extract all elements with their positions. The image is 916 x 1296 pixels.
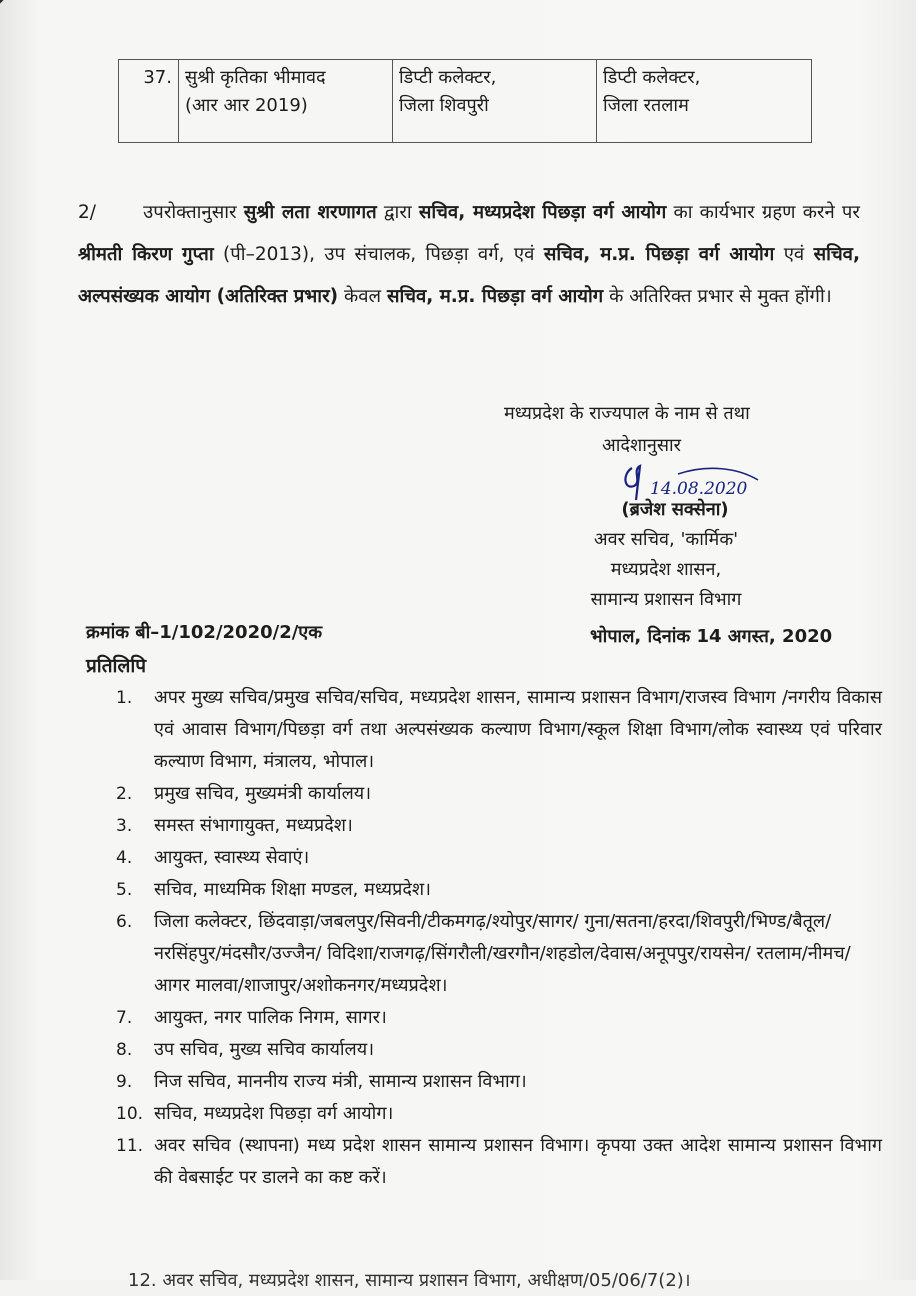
paragraph-text-6: केवल bbox=[344, 286, 382, 307]
list-item bbox=[116, 842, 882, 874]
list-item-text: सचिव, माध्यमिक शिक्षा मण्डल, मध्यप्रदेश। bbox=[154, 879, 431, 900]
list-item-text: आयुक्त, नगर पालिक निगम, सागर। bbox=[154, 1007, 387, 1028]
list-item bbox=[116, 778, 882, 810]
paragraph-bold-3: श्रीमती किरण गुप्ता bbox=[78, 244, 214, 265]
authority-line-1: मध्यप्रदेश के राज्यपाल के नाम से तथा bbox=[504, 403, 750, 424]
serial-number: 37. bbox=[119, 60, 179, 142]
paragraph-bold-2: सचिव, मध्यप्रदेश पिछड़ा वर्ग आयोग bbox=[418, 202, 667, 223]
list-item bbox=[116, 874, 882, 906]
list-item-text: समस्त संभागायुक्त, मध्यप्रदेश। bbox=[154, 815, 353, 836]
list-item-number: 5. bbox=[116, 880, 133, 900]
list-item bbox=[116, 1002, 882, 1034]
list-item-number: 6. bbox=[116, 912, 133, 932]
list-item bbox=[116, 1066, 882, 1098]
list-item bbox=[116, 906, 882, 1002]
new-posting-cell bbox=[597, 60, 811, 142]
new-post: डिप्टी कलेक्टर, bbox=[603, 67, 701, 88]
list-item-text: निज सचिव, माननीय राज्य मंत्री, सामान्य प्रशासन विभाग। bbox=[154, 1071, 527, 1092]
paragraph-bold-6: सचिव, म.प्र. पिछड़ा वर्ग आयोग bbox=[386, 286, 604, 307]
paragraph-text-2: द्वारा bbox=[383, 202, 412, 223]
list-item-number: 2. bbox=[116, 784, 133, 804]
authority-line-2: आदेशानुसार bbox=[602, 435, 682, 456]
copy-to-list bbox=[116, 682, 882, 1194]
signatory-designation: अवर सचिव, 'कार्मिक' bbox=[593, 529, 739, 550]
paragraph-bold-5: सचिव, अल्पसंख्यक आयोग (अतिरिक्त प्रभार) bbox=[78, 244, 860, 307]
list-item-number: 8. bbox=[116, 1040, 133, 1060]
paragraph-text-3: का कार्यभार ग्रहण करने पर bbox=[673, 202, 860, 223]
paragraph-number: 2/ bbox=[78, 202, 97, 223]
list-item bbox=[116, 1130, 882, 1194]
list-item-text: सचिव, मध्यप्रदेश पिछड़ा वर्ग आयोग। bbox=[154, 1103, 394, 1124]
copy-to-heading: प्रतिलिपि bbox=[86, 655, 147, 677]
list-item-text: प्रमुख सचिव, मुख्यमंत्री कार्यालय। bbox=[154, 783, 372, 804]
current-posting-cell bbox=[393, 60, 597, 142]
list-item bbox=[116, 682, 882, 778]
list-item-number: 9. bbox=[116, 1072, 133, 1092]
order-reference-number: क्रमांक बी–1/102/2020/2/एक bbox=[86, 622, 323, 643]
authority-statement bbox=[504, 398, 750, 462]
list-item-number: 3. bbox=[116, 816, 133, 836]
list-item-text: जिला कलेक्टर, छिंदवाड़ा/जबलपुर/सिवनी/टीकमगढ़/श्योपुर/सागर/ गुना/सतना/हरदा/शिवपुरी/भिण्ड/बैतूल/नरसिंहपुर/मंदसौर/उज्जैन/ विदिशा/राजगढ़/सिंगरौली/खरगौन/शहडोल/देवास/अनूपपुर/रायसेन/ रतलाम/नीमच/आगर मालवा/शाजापुर/अशोकनगर/मध्यप्रदेश। bbox=[154, 911, 851, 996]
paragraph-bold-4: सचिव, म.प्र. पिछड़ा वर्ग आयोग bbox=[543, 244, 775, 265]
current-post: डिप्टी कलेक्टर, bbox=[399, 67, 497, 88]
officer-name-cell bbox=[179, 60, 393, 142]
order-date: भोपाल, दिनांक 14 अगस्त, 2020 bbox=[590, 626, 833, 647]
list-item-text: अपर मुख्य सचिव/प्रमुख सचिव/सचिव, मध्यप्रदेश शासन, सामान्य प्रशासन विभाग/राजस्व विभाग /नगरीय विकास एवं आवास विभाग/पिछड़ा वर्ग तथा अल्पसंख्यक कल्याण विभाग/स्कूल शिक्षा विभाग/लोक स्वास्थ्य एवं परिवार कल्याण विभाग, मंत्रालय, भोपाल। bbox=[154, 687, 882, 772]
order-paragraph bbox=[78, 192, 860, 318]
signatory-name: (ब्रजेश सक्सेना) bbox=[621, 499, 729, 520]
signatory-block bbox=[556, 495, 776, 615]
list-item bbox=[116, 1098, 882, 1130]
paragraph-text-4: (पी–2013), उप संचालक, पिछड़ा वर्ग, एवं bbox=[223, 244, 535, 265]
officer-batch: (आर आर 2019) bbox=[185, 95, 308, 116]
list-item-text: अवर सचिव (स्थापना) मध्य प्रदेश शासन सामान्य प्रशासन विभाग। कृपया उक्त आदेश सामान्य प्रशासन विभाग की वेबसाईट पर डालने का कष्ट करें। bbox=[154, 1135, 882, 1188]
list-item-number: 4. bbox=[116, 848, 133, 868]
list-item-text: उप सचिव, मुख्य सचिव कार्यालय। bbox=[154, 1039, 375, 1060]
new-district: जिला रतलाम bbox=[603, 95, 689, 116]
list-item-text: आयुक्त, स्वास्थ्य सेवाएं। bbox=[154, 847, 310, 868]
list-item-number: 10. bbox=[116, 1104, 144, 1124]
cut-off-list-line: 12. अवर सचिव, मध्यप्रदेश शासन, सामान्य प्रशासन विभाग, अधीक्षण/05/06/7(2)। bbox=[128, 1270, 691, 1291]
paragraph-bold-1: सुश्री लता शरणागत bbox=[243, 202, 377, 223]
current-district: जिला शिवपुरी bbox=[399, 95, 489, 116]
signature-date: 14.08.2020 bbox=[650, 479, 748, 499]
signatory-office-1: मध्यप्रदेश शासन, bbox=[610, 559, 722, 580]
officer-name: सुश्री कृतिका भीमावद bbox=[185, 67, 326, 88]
list-item-number: 7. bbox=[116, 1008, 133, 1028]
list-item-number: 11. bbox=[116, 1136, 144, 1156]
list-item bbox=[116, 1034, 882, 1066]
paragraph-text-1: उपरोक्तानुसार bbox=[143, 202, 237, 223]
paragraph-text-5: एवं bbox=[783, 244, 805, 265]
list-item-number: 1. bbox=[116, 688, 133, 708]
signatory-office-2: सामान्य प्रशासन विभाग bbox=[590, 589, 742, 610]
paragraph-text-7: के अतिरिक्त प्रभार से मुक्त होंगी। bbox=[609, 286, 832, 307]
transfer-table-row bbox=[118, 59, 812, 143]
list-item bbox=[116, 810, 882, 842]
